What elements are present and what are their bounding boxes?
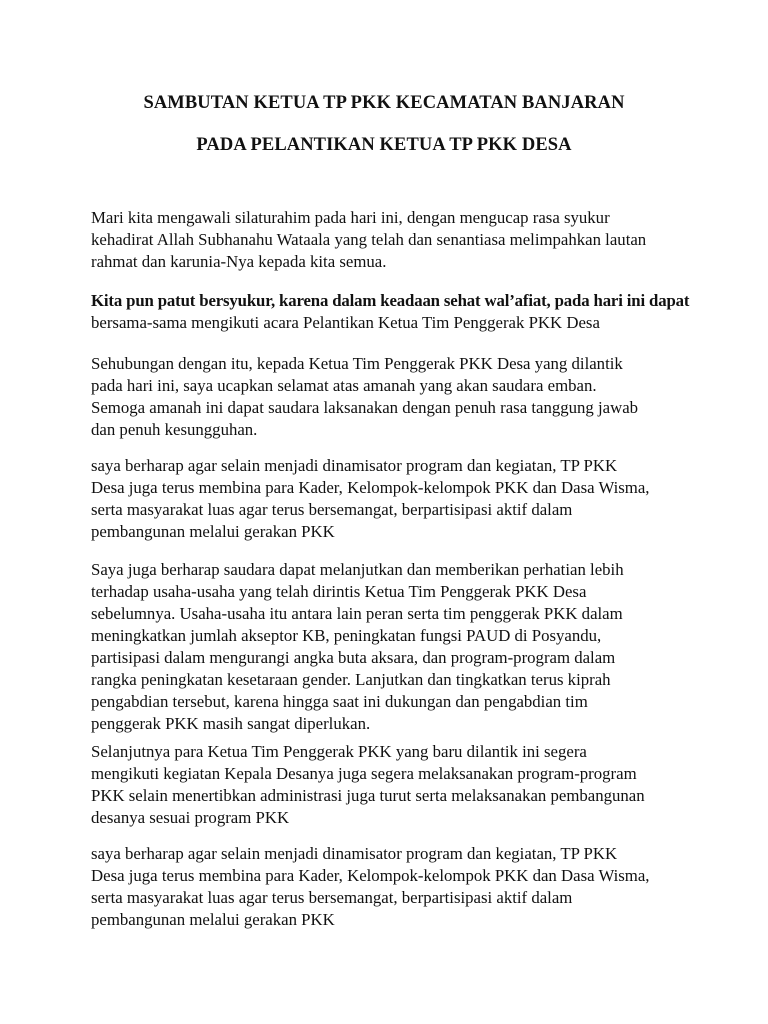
paragraph-continuation: Saya juga berharap saudara dapat melanjutkan dan memberikan perhatian lebih terhadap usaha-usaha yang telah dirintis Ketua Tim Penggerak PKK Desa sebelumnya. Usaha-usaha itu antara lain peran serta tim penggerak PKK dalam meningkatkan jumlah akseptor KB, peningkatan fungsi PAUD di Posyandu, partisipasi dalam mengurangi angka buta aksara, dan program-program dalam rangka peningkatan kesetaraan gender. Lanjutkan dan tingkatkan terus kiprah pengabdian tersebut, karena hingga saat ini dukungan dan pengabdian tim penggerak PKK masih sangat diperlukan.	[91, 560, 624, 733]
paragraph-hope-repeat: saya berharap agar selain menjadi dinamisator program dan kegiatan, TP PKK Desa juga terus membina para Kader, Kelompok-kelompok PKK dan Dasa Wisma, serta masyarakat luas agar terus bersemangat, berpartisipasi aktif dalam pembangunan melalui gerakan PKK	[91, 844, 650, 929]
paragraph-congratulation: Sehubungan dengan itu, kepada Ketua Tim Penggerak PKK Desa yang dilantik pada hari ini, saya ucapkan selamat atas amanah yang akan saudara emban. Semoga amanah ini dapat saudara laksanakan dengan penuh rasa tanggung jawab dan penuh kesungguhan.	[91, 354, 639, 439]
paragraph-hope: saya berharap agar selain menjadi dinamisator program dan kegiatan, TP PKK Desa juga terus membina para Kader, Kelompok-kelompok PKK dan Dasa Wisma, serta masyarakat luas agar terus bersemangat, berpartisipasi aktif dalam pembangunan melalui gerakan PKK	[91, 456, 650, 541]
paragraph-next-steps: Selanjutnya para Ketua Tim Penggerak PKK yang baru dilantik ini segera mengikuti kegiatan Kepala Desanya juga segera melaksanakan program-program PKK selain menertibkan administrasi juga turut serta melaksanakan pembangunan desanya sesuai program PKK	[91, 742, 645, 827]
paragraph-gratitude-line-1: Kita pun patut bersyukur, karena dalam keadaan sehat wal’afiat, pada hari ini dapat	[91, 291, 690, 310]
paragraph-opening: Mari kita mengawali silaturahim pada hari ini, dengan mengucap rasa syukur kehadirat Allah Subhanahu Wataala yang telah dan senantiasa melimpahkan lautan rahmat dan karunia-Nya kepada kita semua.	[91, 208, 647, 271]
paragraph-gratitude-line-2: bersama-sama mengikuti acara Pelantikan Ketua Tim Penggerak PKK Desa	[91, 313, 600, 332]
document-subtitle: PADA PELANTIKAN KETUA TP PKK DESA	[196, 135, 572, 155]
document-title: SAMBUTAN KETUA TP PKK KECAMATAN BANJARAN	[143, 93, 625, 113]
